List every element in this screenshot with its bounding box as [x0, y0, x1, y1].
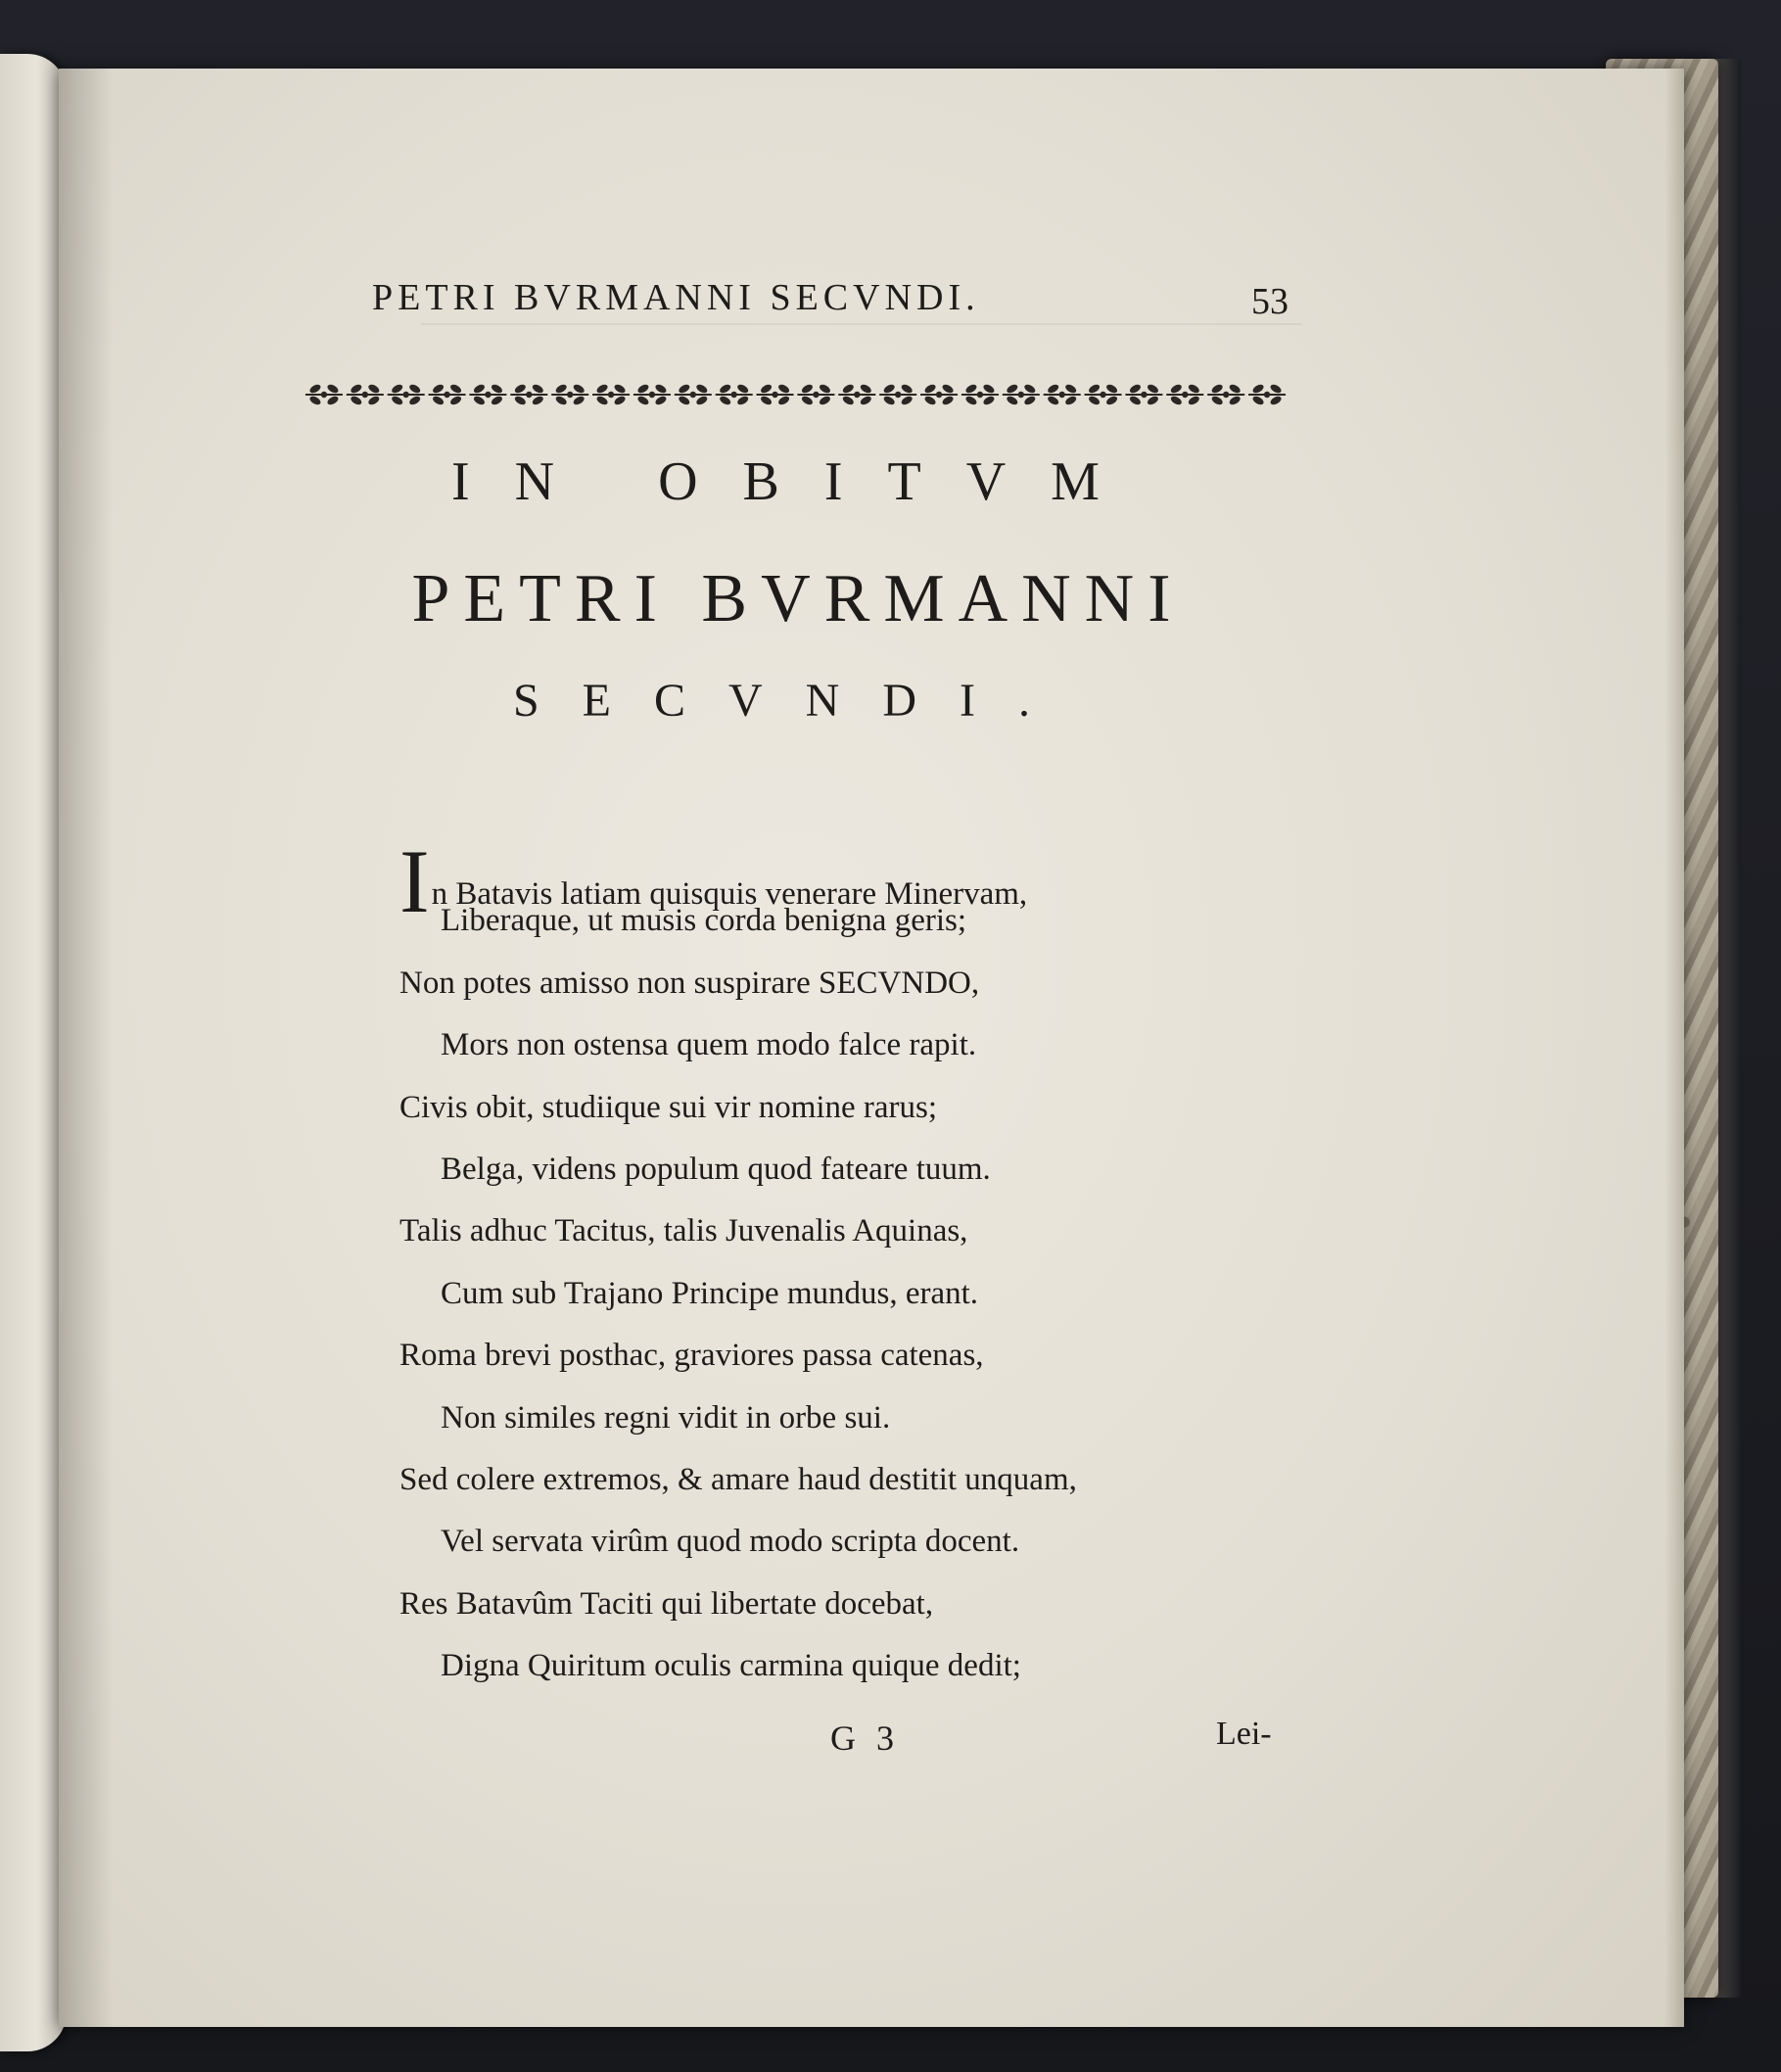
- fleuron-leaf-icon: [347, 383, 384, 406]
- poem-line: [399, 1511, 1281, 1573]
- title-line-1: IN OBITVM: [451, 451, 1145, 512]
- fleuron-ornament-band: [304, 375, 1288, 414]
- poem-line: [399, 1635, 1281, 1697]
- title-line-2: PETRI BVRMANNI: [411, 561, 1185, 636]
- poem-line: [399, 1014, 1281, 1076]
- fleuron-leaf-icon: [1166, 383, 1203, 406]
- poem-line: [399, 1139, 1281, 1201]
- fleuron-leaf-icon: [961, 383, 999, 406]
- poem-line: [399, 1201, 1281, 1262]
- fleuron-leaf-icon: [1125, 383, 1162, 406]
- fleuron-leaf-icon: [551, 383, 588, 406]
- fleuron-leaf-icon: [592, 383, 630, 406]
- running-head: PETRI BVRMANNI SECVNDI.: [372, 277, 980, 318]
- poem-line: [399, 1388, 1281, 1449]
- poem-line-text: Belga, videns populum quod fateare tuum.: [441, 1151, 991, 1187]
- fleuron-leaf-icon: [305, 383, 343, 406]
- poem-line-text: Sed colere extremos, & amare haud destitit unquam,: [399, 1461, 1077, 1497]
- poem-line-text: Roma brevi posthac, graviores passa catenas,: [399, 1338, 984, 1374]
- poem-line-text: Non similes regni vidit in orbe sui.: [441, 1399, 891, 1436]
- poem-line: [399, 1449, 1281, 1511]
- fleuron-leaf-icon: [469, 383, 506, 406]
- signature-mark: G 3: [830, 1719, 900, 1758]
- drop-cap: I: [399, 831, 430, 931]
- poem-line: [399, 1574, 1281, 1635]
- fleuron-leaf-icon: [1044, 383, 1081, 406]
- fleuron-leaf-icon: [1085, 383, 1122, 406]
- fleuron-leaf-icon: [1248, 383, 1286, 406]
- poem-line-text: Civis obit, studiique sui vir nomine rarus;: [399, 1089, 938, 1125]
- fleuron-leaf-icon: [838, 383, 875, 406]
- poem-line-text: n Batavis latiam quisquis venerare Minervam,: [431, 876, 1028, 912]
- fleuron-leaf-icon: [1003, 383, 1040, 406]
- page-number: 53: [1251, 281, 1289, 322]
- bleed-through-mark: [421, 323, 1302, 325]
- poem-line: [399, 1263, 1281, 1325]
- poem-line-text: Mors non ostensa quem modo falce rapit.: [441, 1027, 977, 1063]
- poem-line-text: Res Batavûm Taciti qui libertate docebat,: [399, 1585, 934, 1622]
- poem-line: [399, 1325, 1281, 1387]
- fleuron-leaf-icon: [1207, 383, 1244, 406]
- poem-line-text: Talis adhuc Tacitus, talis Juvenalis Aquinas,: [399, 1213, 968, 1249]
- poem-body: [399, 828, 1281, 1697]
- poem-line-text: Non potes amisso non suspirare SECVNDO,: [399, 965, 980, 1001]
- facing-page-edge: [0, 54, 67, 2051]
- fleuron-leaf-icon: [510, 383, 547, 406]
- fleuron-leaf-icon: [757, 383, 794, 406]
- poem-line-text: Vel servata virûm quod modo scripta docent.: [441, 1524, 1020, 1560]
- fleuron-leaf-icon: [879, 383, 916, 406]
- fleuron-leaf-icon: [920, 383, 958, 406]
- poem-line: [399, 1077, 1281, 1139]
- fleuron-leaf-icon: [797, 383, 834, 406]
- fleuron-leaf-icon: [633, 383, 671, 406]
- fleuron-leaf-icon: [388, 383, 425, 406]
- poem-line-text: Cum sub Trajano Principe mundus, erant.: [441, 1275, 979, 1311]
- title-line-3: SECVNDI.: [512, 675, 1073, 727]
- fleuron-leaf-icon: [429, 383, 466, 406]
- poem-line-text: Liberaque, ut musis corda benigna geris;: [441, 903, 967, 939]
- catchword: Lei-: [1216, 1716, 1272, 1752]
- fleuron-leaf-icon: [716, 383, 753, 406]
- fleuron-leaf-icon: [675, 383, 712, 406]
- poem-line-text: Digna Quiritum oculis carmina quique dedit;: [441, 1648, 1021, 1684]
- poem-line: [399, 953, 1281, 1014]
